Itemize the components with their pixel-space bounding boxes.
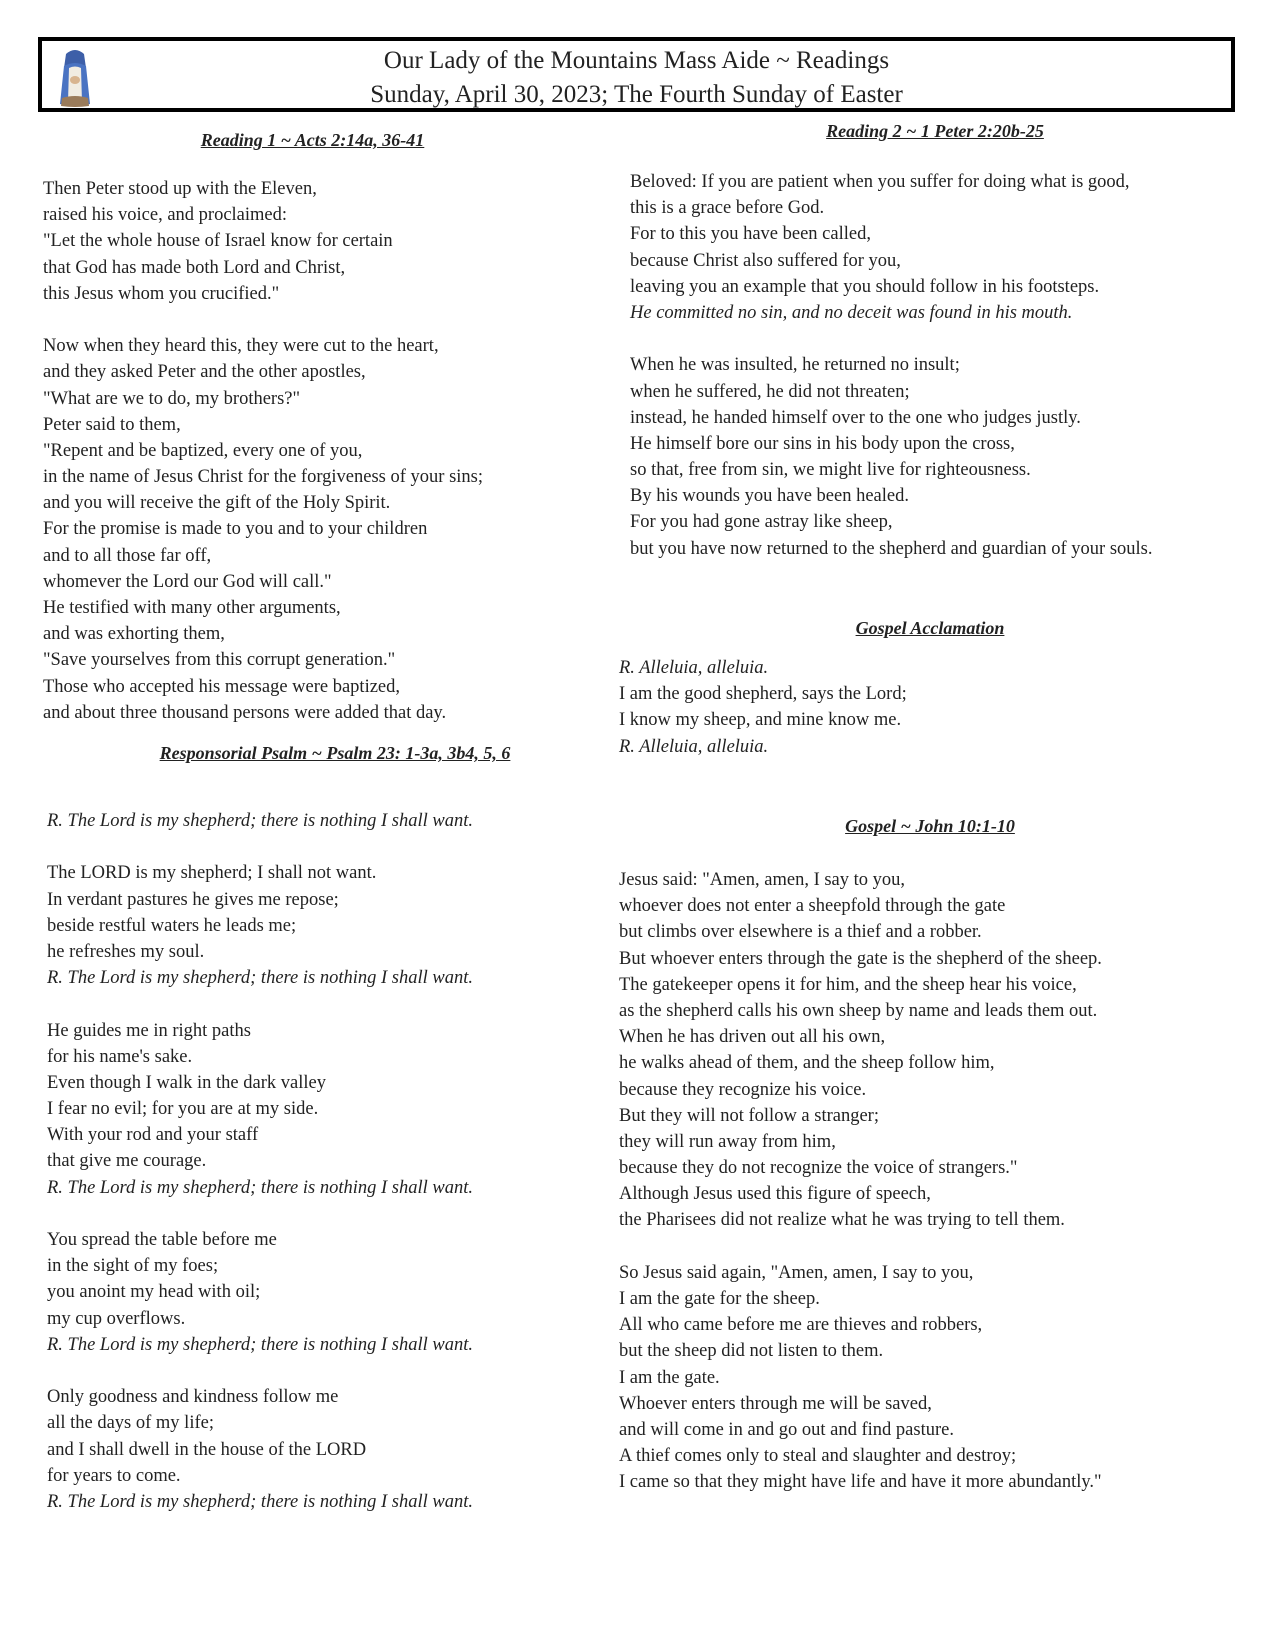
text-line: whomever the Lord our God will call." [43,571,332,592]
text-line: For the promise is made to you and to your children [43,519,428,540]
text-line: he refreshes my soul. [47,941,205,962]
text-line: For you had gone astray like sheep, [630,512,893,533]
text-line: as the shepherd calls his own sheep by name and leads them out. [619,1000,1098,1021]
text-line: and they asked Peter and the other apostles, [43,362,366,383]
psalm-title: Responsorial Psalm ~ Psalm 23: 1-3a, 3b4, 5, 6 [159,743,511,763]
text-line: and to all those far off, [43,545,212,566]
text-line: when he suffered, he did not threaten; [630,381,910,402]
text-line: this Jesus whom you crucified." [43,283,280,304]
gospel-title: Gospel ~ John 10:1-10 [845,816,1015,836]
text-line: A thief comes only to steal and slaughter and destroy; [619,1446,1017,1467]
text-line: For to this you have been called, [630,224,871,245]
text-line: I came so that they might have life and have it more abundantly." [619,1472,1102,1493]
text-line: Then Peter stood up with the Eleven, [43,179,317,199]
text-line: All who came before me are thieves and robbers, [619,1315,983,1336]
text-line: R. Alleluia, alleluia. [619,736,769,757]
gospel-text [619,867,1102,1496]
text-line: I know my sheep, and mine know me. [619,710,902,731]
text-line: raised his voice, and proclaimed: [43,205,288,226]
text-line: But they will not follow a stranger; [619,1105,879,1126]
psalm-text [47,808,473,1515]
text-line: "Let the whole house of Israel know for certain [43,231,393,252]
header-title: Our Lady of the Mountains Mass Aide ~ Readings [383,47,890,74]
text-line: you anoint my head with oil; [47,1282,261,1303]
page-header [38,37,1235,112]
text-line: for years to come. [47,1465,181,1486]
text-line: they will run away from him, [619,1131,836,1152]
text-line: In verdant pastures he gives me repose; [47,889,339,910]
blank-line [619,1234,1102,1260]
text-line: Those who accepted his message were baptized, [43,676,401,697]
text-line: beside restful waters he leads me; [47,915,297,936]
text-line: Even though I walk in the dark valley [47,1072,326,1093]
text-line: I am the gate. [619,1367,720,1388]
blank-line [47,991,473,1017]
text-line: But whoever enters through the gate is the shepherd of the sheep. [619,948,1102,969]
text-line: I fear no evil; for you are at my side. [47,1099,319,1120]
text-line: He testified with many other arguments, [43,598,341,618]
reading2-text [630,169,1153,562]
text-line: Now when they heard this, they were cut to the heart, [43,336,439,357]
text-line: R. The Lord is my shepherd; there is nothing I shall want. [47,811,473,831]
text-line: because Christ also suffered for you, [630,250,901,271]
text-line: The LORD is my shepherd; I shall not want. [47,863,377,884]
text-line: Beloved: If you are patient when you suffer for doing what is good, [630,172,1130,192]
text-line: When he has driven out all his own, [619,1027,886,1048]
text-line: Whoever enters through me will be saved, [619,1393,932,1414]
text-line: "Save yourselves from this corrupt generation." [43,650,396,671]
reading1-text [43,176,483,726]
reading2-title: Reading 2 ~ 1 Peter 2:20b-25 [826,121,1044,141]
text-line: in the sight of my foes; [47,1256,219,1277]
text-line: but climbs over elsewhere is a thief and a robber. [619,922,982,943]
blank-line [630,326,1153,352]
text-line: whoever does not enter a sheepfold through the gate [619,896,1006,917]
text-line: because they recognize his voice. [619,1079,867,1100]
text-line: that give me courage. [47,1151,207,1172]
text-line: When he was insulted, he returned no insult; [630,355,960,376]
text-line: this is a grace before God. [630,198,825,219]
text-line: R. The Lord is my shepherd; there is nothing I shall want. [47,1491,473,1512]
text-line: leaving you an example that you should follow in his footsteps. [630,276,1100,297]
text-line: and I shall dwell in the house of the LORD [47,1439,367,1460]
text-line: and you will receive the gift of the Holy Spirit. [43,493,391,514]
text-line: He guides me in right paths [47,1020,251,1041]
text-line: The gatekeeper opens it for him, and the sheep hear his voice, [619,974,1077,995]
text-line: You spread the table before me [47,1230,277,1250]
reading1-title: Reading 1 ~ Acts 2:14a, 36-41 [200,130,425,150]
blank-line [47,834,473,860]
text-line: but you have now returned to the shepherd and guardian of your souls. [630,538,1153,559]
text-line: but the sheep did not listen to them. [619,1341,884,1362]
text-line: I am the gate for the sheep. [619,1289,820,1309]
text-line: in the name of Jesus Christ for the forgiveness of your sins; [43,467,483,488]
text-line: I am the good shepherd, says the Lord; [619,684,907,705]
text-line: By his wounds you have been healed. [630,486,909,507]
text-line: Although Jesus used this figure of speech, [619,1184,931,1205]
text-line: my cup overflows. [47,1308,186,1329]
blank-line [47,1201,473,1227]
text-line: Only goodness and kindness follow me [47,1387,339,1408]
acclamation-title: Gospel Acclamation [855,618,1005,638]
text-line: that God has made both Lord and Christ, [43,257,346,278]
text-line: R. Alleluia, alleluia. [619,658,769,678]
text-line: and about three thousand persons were added that day. [43,702,447,723]
blank-line [43,307,483,333]
acclamation-text [619,655,907,760]
text-line: so that, free from sin, we might live for righteousness. [630,460,1031,481]
text-line: the Pharisees did not realize what he was trying to tell them. [619,1210,1065,1231]
text-line: "What are we to do, my brothers?" [43,388,301,409]
text-line: instead, he handed himself over to the one who judges justly. [630,407,1081,428]
header-subtitle: Sunday, April 30, 2023; The Fourth Sunday of Easter [370,81,903,108]
text-line: for his name's sake. [47,1046,193,1067]
text-line: R. The Lord is my shepherd; there is nothing I shall want. [47,968,473,989]
text-line: "Repent and be baptized, every one of you, [43,440,363,461]
text-line: he walks ahead of them, and the sheep follow him, [619,1053,995,1074]
blank-line [47,1358,473,1384]
text-line: because they do not recognize the voice of strangers." [619,1158,1018,1179]
text-line: With your rod and your staff [47,1125,259,1146]
text-line: and will come in and go out and find pasture. [619,1419,954,1440]
text-line: all the days of my life; [47,1413,214,1434]
text-line: Peter said to them, [43,414,181,435]
text-line: He committed no sin, and no deceit was found in his mouth. [630,302,1073,323]
text-line: Jesus said: "Amen, amen, I say to you, [619,870,906,890]
text-line: and was exhorting them, [43,624,225,645]
text-line: He himself bore our sins in his body upon the cross, [630,433,1015,454]
text-line: R. The Lord is my shepherd; there is nothing I shall want. [47,1334,473,1355]
text-line: R. The Lord is my shepherd; there is nothing I shall want. [47,1177,473,1198]
text-line: So Jesus said again, "Amen, amen, I say to you, [619,1262,974,1283]
